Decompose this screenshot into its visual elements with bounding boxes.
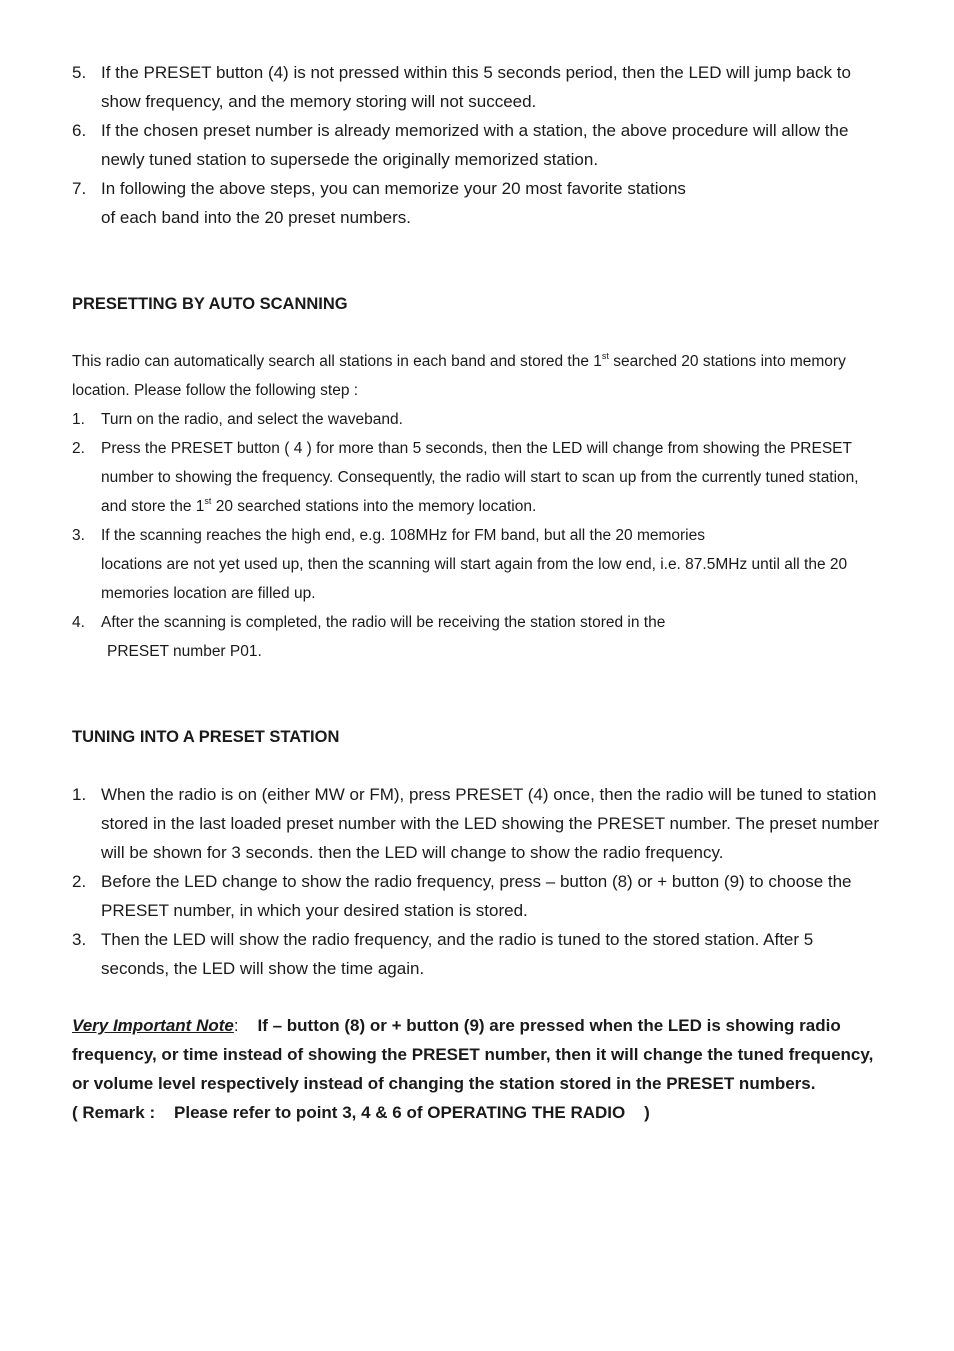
- list-number: 4.: [72, 614, 85, 631]
- list-number: 3.: [72, 930, 87, 949]
- list-item: [72, 608, 884, 666]
- auto-scan-intro: [72, 347, 884, 405]
- list-text: If the chosen preset number is already memorized with a station, the above procedure will allow the newly tuned station to supersede the originally memorized station.: [101, 121, 849, 169]
- list-number: 1.: [72, 411, 85, 428]
- list-text: When the radio is on (either MW or FM), press PRESET (4) once, then the radio will be tuned to station stored in the last loaded preset number with the LED showing the PRESET number. The preset number will be shown for 3 seconds. then the LED will change to show the radio frequency.: [101, 785, 880, 862]
- list-text: PRESET number P01.: [107, 643, 262, 660]
- list-text: locations are not yet used up, then the scanning will start again from the low end, i.e. 87.5MHz until all the 20 memories location are filled up.: [101, 556, 848, 602]
- list-number: 7.: [72, 179, 87, 198]
- note-label: Very Important Note: [72, 1016, 234, 1035]
- section-heading-auto-scanning: PRESETTING BY AUTO SCANNING: [72, 295, 348, 313]
- list-number: 3.: [72, 527, 85, 544]
- superscript: st: [601, 351, 609, 361]
- document-page: [72, 58, 884, 1127]
- list-text: In following the above steps, you can memorize your 20 most favorite stations: [101, 179, 686, 198]
- intro-text: searched 20 stations into memory location. Please follow the following step :: [72, 353, 846, 399]
- list-number: 2.: [72, 872, 87, 891]
- note-text: If – button (8) or + button (9) are pressed when the LED is showing radio frequency, or time instead of showing the PRESET number, then it will change the tuned frequency, or volume level respectively instead of changing the station stored in the PRESET numbers.: [72, 1016, 874, 1093]
- list-text: Before the LED change to show the radio frequency, press – button (8) or + button (9) to choose the PRESET number, in which your desired station is stored.: [101, 872, 852, 920]
- list-text: Press the PRESET button ( 4 ) for more than 5 seconds, then the LED will change from showing the PRESET number to showing the frequency. Consequently, the radio will start to scan up from the currently tuned station, and store the 1: [101, 440, 859, 515]
- list-number: 5.: [72, 63, 87, 82]
- list-item: [72, 521, 884, 608]
- auto-scan-steps-list: [72, 405, 884, 666]
- list-text: If the scanning reaches the high end, e.g. 108MHz for FM band, but all the 20 memories: [101, 527, 705, 544]
- tuning-steps-list: [72, 780, 884, 983]
- list-item: [72, 867, 884, 925]
- preset-steps-list: [72, 58, 884, 232]
- remark: ( Remark : Please refer to point 3, 4 & 6 of OPERATING THE RADIO ): [72, 1103, 650, 1122]
- list-text: 20 searched stations into the memory location.: [211, 498, 537, 515]
- list-text: If the PRESET button (4) is not pressed within this 5 seconds period, then the LED will jump back to show frequency, and the memory storing will not succeed.: [101, 63, 851, 111]
- list-item: [72, 780, 884, 867]
- list-item: [72, 434, 884, 521]
- list-item: [72, 174, 884, 232]
- list-text: Turn on the radio, and select the waveband.: [101, 411, 403, 428]
- note-colon: :: [233, 1016, 239, 1035]
- important-note: [72, 1011, 884, 1098]
- list-item: [72, 925, 884, 983]
- list-text: of each band into the 20 preset numbers.: [101, 208, 411, 227]
- intro-text: This radio can automatically search all stations in each band and stored the 1: [72, 353, 602, 370]
- list-item: [72, 405, 884, 434]
- section-heading-tuning: TUNING INTO A PRESET STATION: [72, 728, 340, 746]
- list-item: [72, 58, 884, 116]
- list-item: [72, 116, 884, 174]
- list-number: 1.: [72, 785, 87, 804]
- list-text: Then the LED will show the radio frequency, and the radio is tuned to the stored station. After 5 seconds, the LED will show the time again.: [101, 930, 814, 978]
- list-number: 6.: [72, 121, 87, 140]
- list-text: After the scanning is completed, the radio will be receiving the station stored in the: [101, 614, 666, 631]
- list-number: 2.: [72, 440, 85, 457]
- superscript: st: [204, 496, 212, 506]
